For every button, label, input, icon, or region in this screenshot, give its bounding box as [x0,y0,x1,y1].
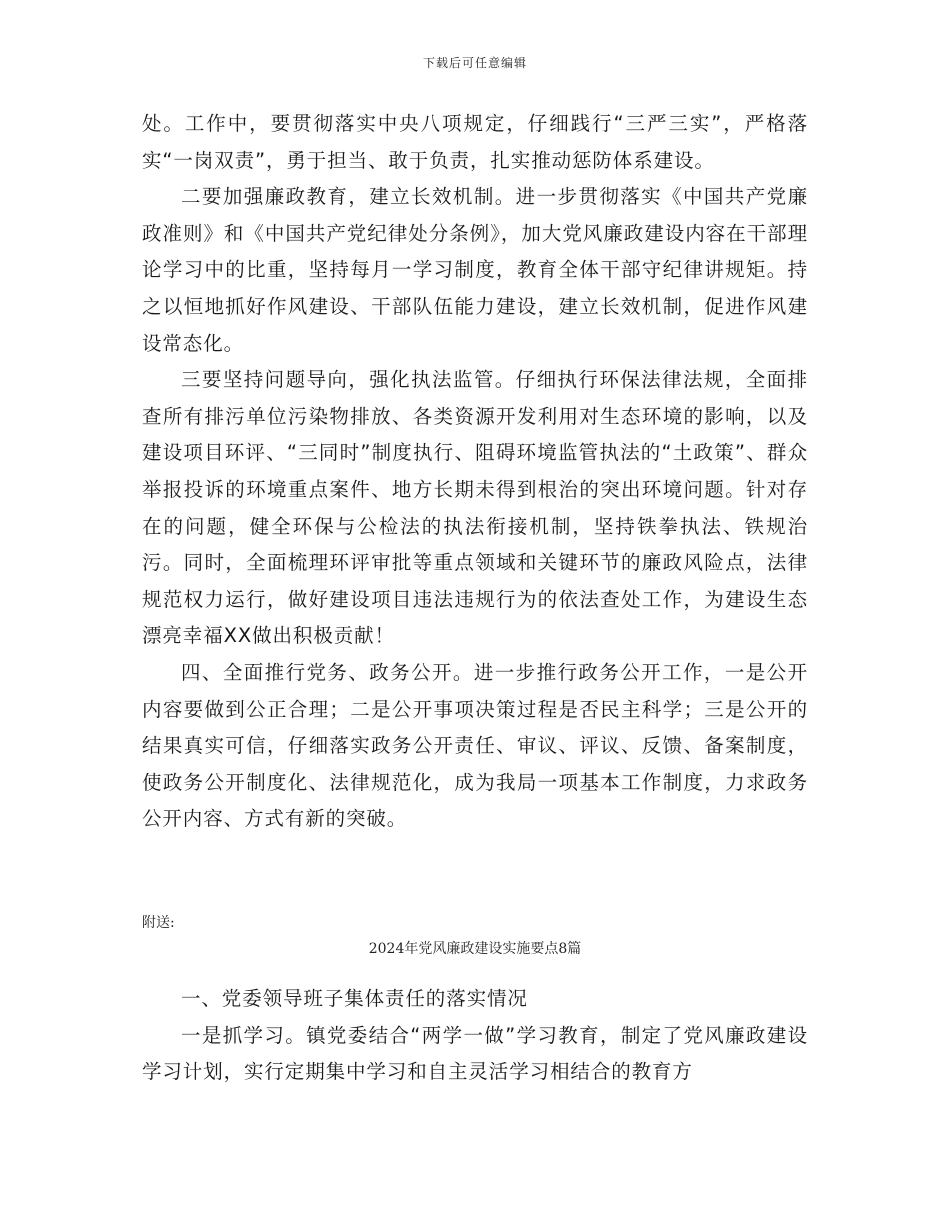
paragraph-law-enforcement: 三要坚持问题导向，强化执法监管。仔细执行环保法律法规，全面排查所有排污单位污染物排放、各类资源开发利用对生态环境的影响，以及建设项目环评、“三同时”制度执行、阻碍环境监管执法的“土政策”、群众举报投诉的环境重点案件、地方长期未得到根治的突出环境问题。针对存在的问题，健全环保与公检法的执法衔接机制，坚持铁拳执法、铁规治污。同时，全面梳理环评审批等重点领域和关键环节的廉政风险点，法律规范权力运行，做好建设项目违法违规行为的依法查处工作，为建设生态漂亮幸福XX做出积极贡献！ [142,368,808,648]
main-text-block [142,106,808,838]
paragraph-integrity-education: 二要加强廉政教育，建立长效机制。进一步贯彻落实《中国共产党廉政准则》和《中国共产党纪律处分条例》，加大党风廉政建设内容在干部理论学习中的比重，坚持每月一学习制度，教育全体干部守纪律讲规矩。持之以恒地抓好作风建设、干部队伍能力建设，建立长效机制，促进作风建设常态化。 [142,185,808,355]
paragraph-continuation: 处。工作中，要贯彻落实中央八项规定，仔细践行“三严三实”，严格落实“一岗双责”，勇于担当、敢于负责，扎实推动惩防体系建设。 [142,112,808,172]
appendix-label: 附送: [142,915,175,931]
appendix-paragraph-study: 一是抓学习。镇党委结合“两学一做”学习教育，制定了党风廉政建设学习计划，实行定期集中学习和自主灵活学习相结合的教育方 [142,1023,808,1084]
page-header: 下载后可任意编辑 [422,56,527,70]
paragraph-open-affairs: 四、全面推行党务、政务公开。进一步推行政务公开工作，一是公开内容要做到公正合理；二是公开事项决策过程是否民主科学；三是公开的结果真实可信，仔细落实政务公开责任、审议、评议、反馈、备案制度，使政务公开制度化、法律规范化，成为我局一项基本工作制度，力求政务公开内容、方式有新的突破。 [142,660,808,831]
appendix-section-heading: 一、党委领导班子集体责任的落实情况 [181,987,528,1010]
appendix-title: 2024年党风廉政建设实施要点8篇 [368,941,582,957]
appendix-text-block [142,981,808,1091]
